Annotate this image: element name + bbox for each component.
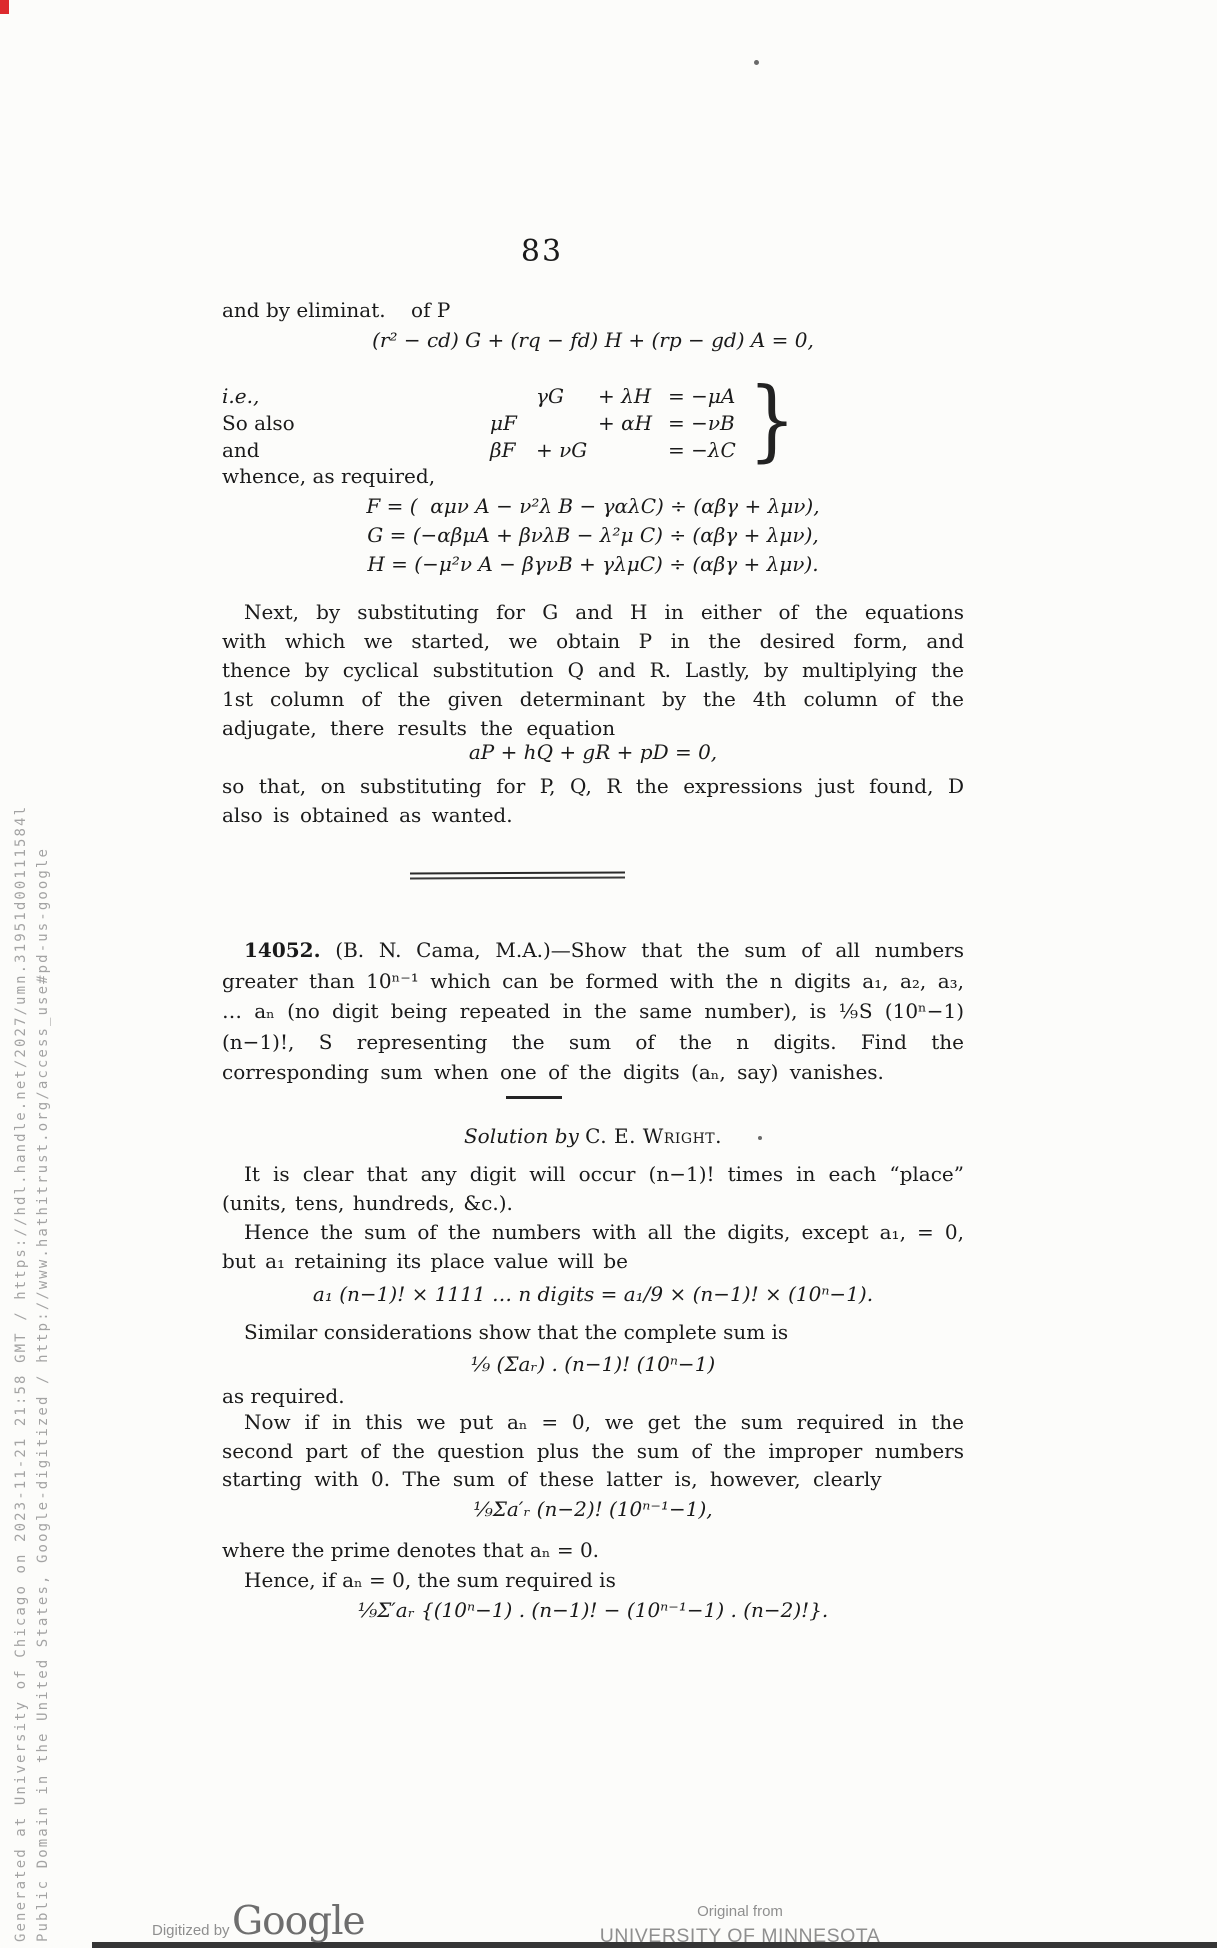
solution-paragraph-2: Hence the sum of the numbers with all the digits, except a₁, = 0, but a₁ retaining its place value will be <box>222 1220 964 1273</box>
scan-dot-artifact <box>754 60 759 65</box>
section-divider <box>410 872 625 880</box>
paragraph-so-that: so that, on substituting for P, Q, R the expressions just found, D also is obtained as wanted. <box>222 774 964 827</box>
problem-divider <box>506 1096 562 1099</box>
system-cell: = −νB <box>668 411 735 435</box>
equation-main: (r² − cd) G + (rq − fd) H + (rp − gd) A = 0, <box>372 328 814 352</box>
system-cell: βF <box>490 438 516 462</box>
solution-paragraph-6: where the prime denotes that aₙ = 0. <box>222 1538 600 1562</box>
margin-provenance-text <box>10 805 54 1942</box>
body-line-elimination: and by eliminat. of P <box>222 298 451 322</box>
equation-final-sum: ⅑Σ′aᵣ {(10ⁿ−1) . (n−1)! − (10ⁿ⁻¹−1) . (n−2)!}. <box>357 1598 829 1622</box>
solution-paragraph-1: It is clear that any digit will occur (n−1)! times in each “place” (units, tens, hundreds, &c.). <box>222 1162 964 1215</box>
equation-aP-hQ: aP + hQ + gR + pD = 0, <box>468 740 718 764</box>
system-cell: = −λC <box>668 438 736 462</box>
system-label-ie: i.e., <box>222 384 260 408</box>
system-cell <box>490 384 536 411</box>
system-brace: } <box>748 368 796 471</box>
equation-complete-sum: ⅑ (Σaᵣ) . (n−1)! (10ⁿ−1) <box>470 1352 716 1376</box>
system-label-and: and <box>222 438 260 462</box>
margin-provenance-line1: Generated at University of Chicago on 2023-11-21 21:58 GMT / https://hdl.handle.net/2027/umn.31951d00111584l <box>13 804 29 1942</box>
margin-provenance-line2: Public Domain in the United States, Google-digitized / http://www.hathitrust.org/access_use#pd-us-google <box>35 847 51 1942</box>
equation-F: F = ( αμν A − ν²λ B − γαλC) ÷ (αβγ + λμν), <box>366 494 820 518</box>
system-label-so-also: So also <box>222 411 295 435</box>
equation-place-value: a₁ (n−1)! × 1111 … n digits = a₁/9 × (n−1)! × (10ⁿ−1). <box>312 1282 874 1306</box>
system-equations-grid <box>490 384 778 465</box>
system-cell: γG <box>536 384 564 408</box>
solution-as-required: as required. <box>222 1384 345 1408</box>
google-logo: Google <box>232 1899 365 1944</box>
problem-statement <box>222 935 964 1088</box>
solution-author: C. E. Wright. <box>585 1124 723 1148</box>
solution-header <box>222 1124 964 1148</box>
system-cell: μF <box>490 411 517 435</box>
page-number: 83 <box>520 234 564 269</box>
footer-original-from-block <box>575 1903 905 1948</box>
body-line-whence: whence, as required, <box>222 464 436 488</box>
solution-paragraph-5: Now if in this we put aₙ = 0, we get the sum required in the second part of the question plus the sum of the improper numbers starting with 0. The sum of these latter is, however, clearly <box>222 1410 964 1491</box>
system-cell: + αH <box>598 411 653 435</box>
problem-number: 14052. <box>244 938 321 962</box>
original-from-label: Original from <box>697 1903 783 1920</box>
system-cell <box>598 438 668 465</box>
system-cell <box>536 411 598 438</box>
solution-paragraph-7: Hence, if aₙ = 0, the sum required is <box>244 1568 616 1592</box>
scan-corner-red-artifact <box>0 0 9 14</box>
system-cell: + νG <box>536 438 588 462</box>
problem-text: (B. N. Cama, M.A.)—Show that the sum of all numbers greater than 10ⁿ⁻¹ which can be formed with the n digits a₁, a₂, a₃, … aₙ (no digit being repeated in the same number), is ⅑S (10ⁿ−1)(n−1)!, S representing the sum of the n digits. Find the corresponding sum when one of the digits (aₙ, say) vanishes. <box>222 938 964 1084</box>
solution-header-italic: Solution by <box>463 1124 579 1148</box>
equation-system <box>222 368 964 471</box>
paragraph-next-substituting: Next, by substituting for G and H in either of the equations with which we started, we obtain P in the desired form, and thence by cyclical substitution Q and R. Lastly, by multiplying the 1st column of the given determinant by the 4th column of the adjugate, there results the equation <box>222 600 964 740</box>
equation-H: H = (−μ²ν A − βγνB + γλμC) ÷ (αβγ + λμν). <box>367 552 819 576</box>
equation-G: G = (−αβμA + βνλB − λ²μ C) ÷ (αβγ + λμν), <box>367 523 819 547</box>
solution-paragraph-3: Similar considerations show that the complete sum is <box>244 1320 789 1344</box>
system-cell: = −μA <box>668 384 736 408</box>
digitized-by-label: Digitized by <box>152 1922 230 1939</box>
equation-improper-sum: ⅑Σa′ᵣ (n−2)! (10ⁿ⁻¹−1), <box>473 1497 713 1521</box>
system-cell: + λH <box>598 384 652 408</box>
institution-label: UNIVERSITY OF MINNESOTA <box>599 1925 881 1947</box>
